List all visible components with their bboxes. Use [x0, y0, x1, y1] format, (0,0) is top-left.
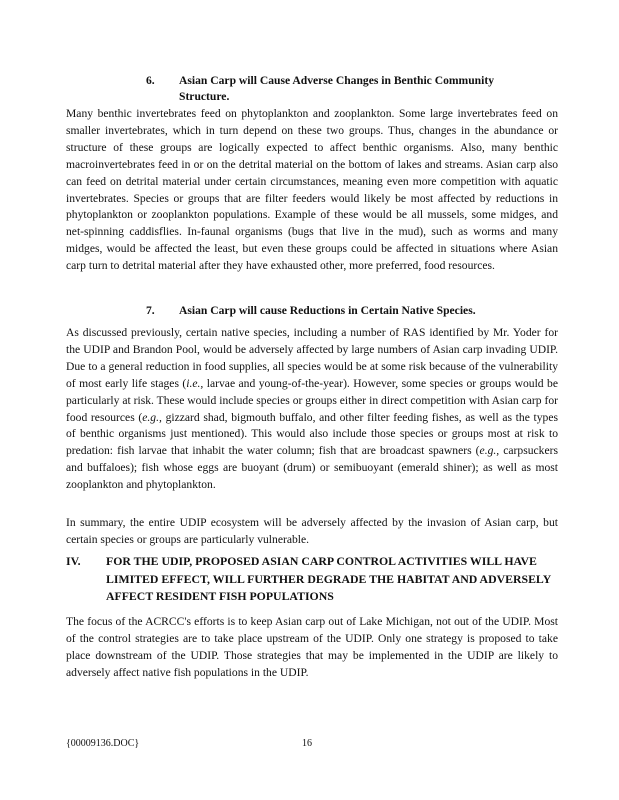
- eg-abbrev-1: e.g.,: [142, 410, 162, 424]
- ie-abbrev: i.e.,: [186, 376, 204, 390]
- native-species-text-3: gizzard shad, bigmouth buffalo, and other filter feeding fishes, as well as the types of benthic organisms just mentioned). This would also include those species or groups most at risk to predation: fish larvae that inhabit the water column; fish that are broadcast spawners (: [66, 410, 558, 458]
- section-iv-title: FOR THE UDIP, PROPOSED ASIAN CARP CONTROL ACTIVITIES WILL HAVE LIMITED EFFECT, WILL FURTHER DEGRADE THE HABITAT AND ADVERSELY AFFECT RESIDENT FISH POPULATIONS: [106, 554, 551, 603]
- native-species-text-4: carpsuckers and buffaloes); fish whose eggs are buoyant (drum) or semibuoyant (emerald shiner); as well as most zooplankton and phytoplankton.: [66, 444, 558, 492]
- section-7-number: 7.: [146, 304, 155, 317]
- native-species-text-1: As discussed previously, certain native species, including a number of RAS identified by Mr. Yoder for the UDIP and Brandon Pool, would be adversely affected by large numbers of Asian carp invading UDIP. Due to a general reduction in food supplies, all species would be at some risk because of the vulnerability of most early life stages (: [66, 326, 558, 390]
- section-7-title: Asian Carp will cause Reductions in Certain Native Species.: [179, 304, 476, 317]
- page-number: 16: [302, 738, 312, 749]
- section-6-number: 6.: [146, 74, 155, 87]
- eg-abbrev-2: e.g.,: [479, 444, 500, 458]
- section-6-title: Asian Carp will Cause Adverse Changes in Benthic Community Structure.: [179, 74, 494, 103]
- acrcc-paragraph: The focus of the ACRCC's efforts is to keep Asian carp out of Lake Michigan, not out of the UDIP. Most of the control strategies are to take place upstream of the UDIP. Only one strategy is proposed to take place downstream of the UDIP. Those strategies that may be implemented in the UDIP are likely to adversely affect native fish populations in the UDIP.: [66, 615, 558, 679]
- document-code: {00009136.DOC}: [66, 738, 140, 749]
- benthic-paragraph: Many benthic invertebrates feed on phytoplankton and zooplankton. Some large invertebrates feed on smaller invertebrates, which in turn depend on these two groups. Thus, changes in the abundance or structure of these groups are logically expected to affect benthic organisms. Also, many benthic macroinvertebrates feed in or on the detrital material on the bottom of lakes and streams. Asian carp also can feed on detrital material under certain circumstances, meaning even more competition with aquatic invertebrates. Species or groups that are filter feeders would likely be most affected by reductions in phytoplankton or zooplankton populations. Example of these would be all mussels, some midges, and net-spinning caddisflies. In-faunal organisms (bugs that live in the mud), such as worms and many midges, would be affected the least, but even these groups could be affected in situations where Asian carp turn to detrital material after they have exhausted other, more preferred, food resources.: [66, 107, 558, 273]
- native-species-paragraph: [66, 325, 558, 494]
- native-species-text-2: larvae and young-of-the-year). However, some species or groups would be particularly at risk. These would include species or groups either in direct competition with Asian carp for food resources (: [66, 376, 558, 424]
- summary-paragraph: In summary, the entire UDIP ecosystem will be adversely affected by the invasion of Asian carp, but certain species or groups are particularly vulnerable.: [66, 516, 558, 546]
- section-iv-number: IV.: [66, 554, 81, 568]
